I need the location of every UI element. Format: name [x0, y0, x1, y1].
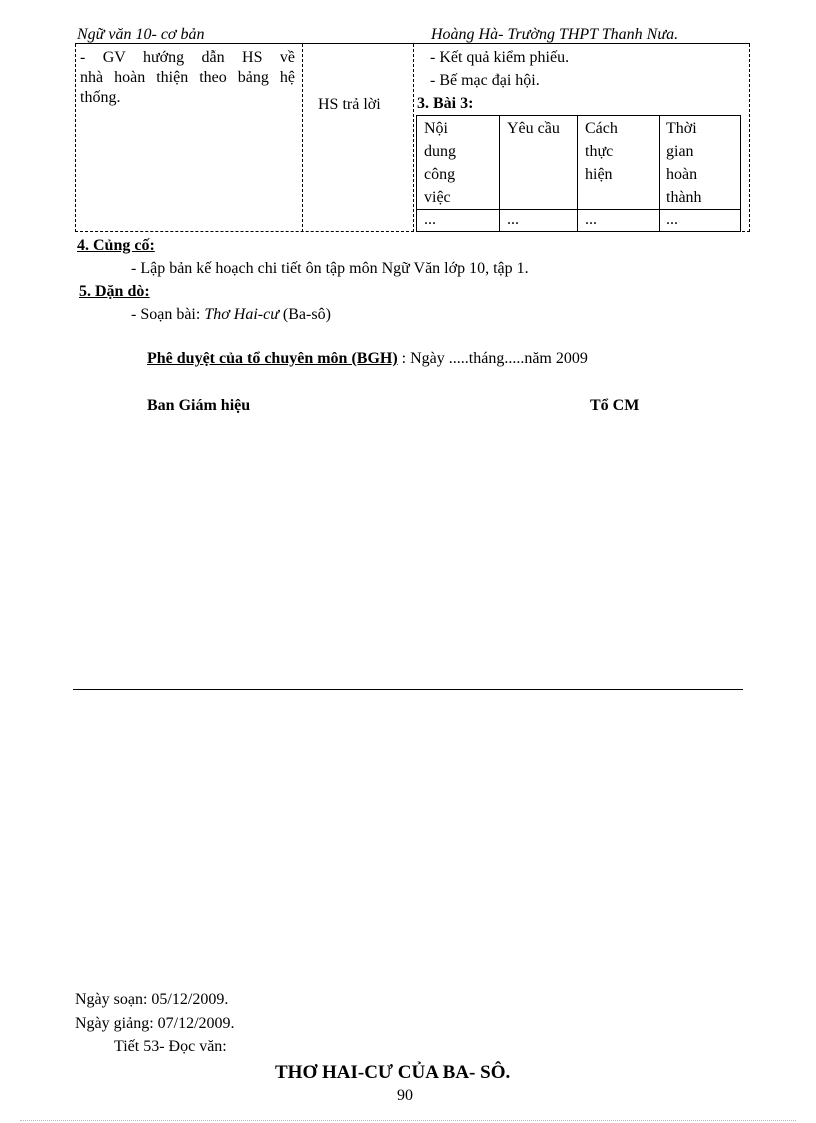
plan-header-thoigian-l2: gian: [666, 143, 694, 160]
page-number: 90: [397, 1087, 413, 1104]
plan-cell-1: ...: [424, 211, 436, 228]
col1-cell: [80, 48, 295, 108]
section5-work-title: Thơ Hai-cư: [204, 306, 279, 323]
plan-table-divider-2: [577, 116, 578, 231]
col1-line-3: thống.: [80, 89, 121, 106]
signature-tocm: Tổ CM: [590, 397, 640, 414]
ngay-soan: Ngày soạn: 05/12/2009.: [75, 991, 229, 1008]
plan-header-noidung-l4: việc: [424, 189, 451, 206]
plan-header-noidung-l3: công: [424, 166, 456, 183]
plan-header-cachthuchien: [585, 117, 618, 186]
page-bottom-edge: [20, 1120, 796, 1121]
section5-prefix: - Soạn bài:: [131, 306, 205, 323]
plan-table-row-divider: [417, 209, 740, 210]
plan-header-cach-l2: thực: [585, 143, 614, 160]
approval-line: [147, 349, 588, 369]
header-author: Hoàng Hà- Trường THPT Thanh Nưa.: [431, 26, 679, 43]
plan-header-yeucau-l1: Yêu cầu: [507, 120, 560, 137]
section4-text: - Lập bản kế hoạch chi tiết ôn tập môn Ngữ Văn lớp 10, tập 1.: [131, 260, 529, 277]
plan-cell-3: ...: [585, 211, 597, 228]
plan-header-noidung-l1: Nội: [424, 120, 448, 137]
section5-text: [131, 305, 331, 325]
plan-table-divider-1: [499, 116, 500, 231]
tiet-label: Tiết 53- Đọc văn:: [114, 1038, 227, 1055]
signature-bgh: Ban Giám hiệu: [147, 397, 251, 414]
plan-header-thoigian-l3: hoàn: [666, 166, 698, 183]
lesson-title: THƠ HAI-CƯ CỦA BA- SÔ.: [275, 1062, 511, 1083]
ngay-giang: Ngày giảng: 07/12/2009.: [75, 1015, 235, 1032]
page-separator: [73, 689, 743, 690]
plan-cell-4: ...: [666, 211, 678, 228]
col1-line-1: - GV hướng dẫn HS về: [80, 49, 295, 66]
col3-line-2: - Bế mạc đại hội.: [430, 72, 540, 89]
approval-label: Phê duyệt của tổ chuyên môn (BGH): [147, 350, 398, 367]
col3-line-1: - Kết quả kiểm phiếu.: [430, 49, 570, 66]
bai3-heading: 3. Bài 3:: [417, 95, 474, 112]
approval-date: : Ngày .....tháng.....năm 2009: [397, 350, 588, 367]
section5-heading: 5. Dặn dò:: [79, 283, 150, 300]
section4-heading: 4. Củng cố:: [77, 237, 155, 254]
plan-header-thoigian-l1: Thời: [666, 120, 697, 137]
plan-header-noidung: [424, 117, 456, 209]
plan-header-cach-l1: Cách: [585, 120, 618, 137]
plan-header-yeucau: [507, 117, 560, 140]
table-divider-1: [302, 44, 303, 232]
plan-table: [416, 115, 741, 232]
section5-suffix: (Ba-sô): [278, 306, 331, 323]
col2-cell: HS trả lời: [318, 96, 381, 113]
plan-header-cach-l3: hiện: [585, 166, 613, 183]
table-divider-2: [413, 44, 414, 232]
plan-header-thoigian-l4: thành: [666, 189, 702, 206]
plan-header-noidung-l2: dung: [424, 143, 456, 160]
header-subject: Ngữ văn 10- cơ bản: [77, 26, 205, 43]
plan-table-divider-3: [659, 116, 660, 231]
plan-cell-2: ...: [507, 211, 519, 228]
col1-line-2: nhà hoàn thiện theo bảng hệ: [80, 69, 295, 86]
plan-header-thoigian: [666, 117, 702, 209]
